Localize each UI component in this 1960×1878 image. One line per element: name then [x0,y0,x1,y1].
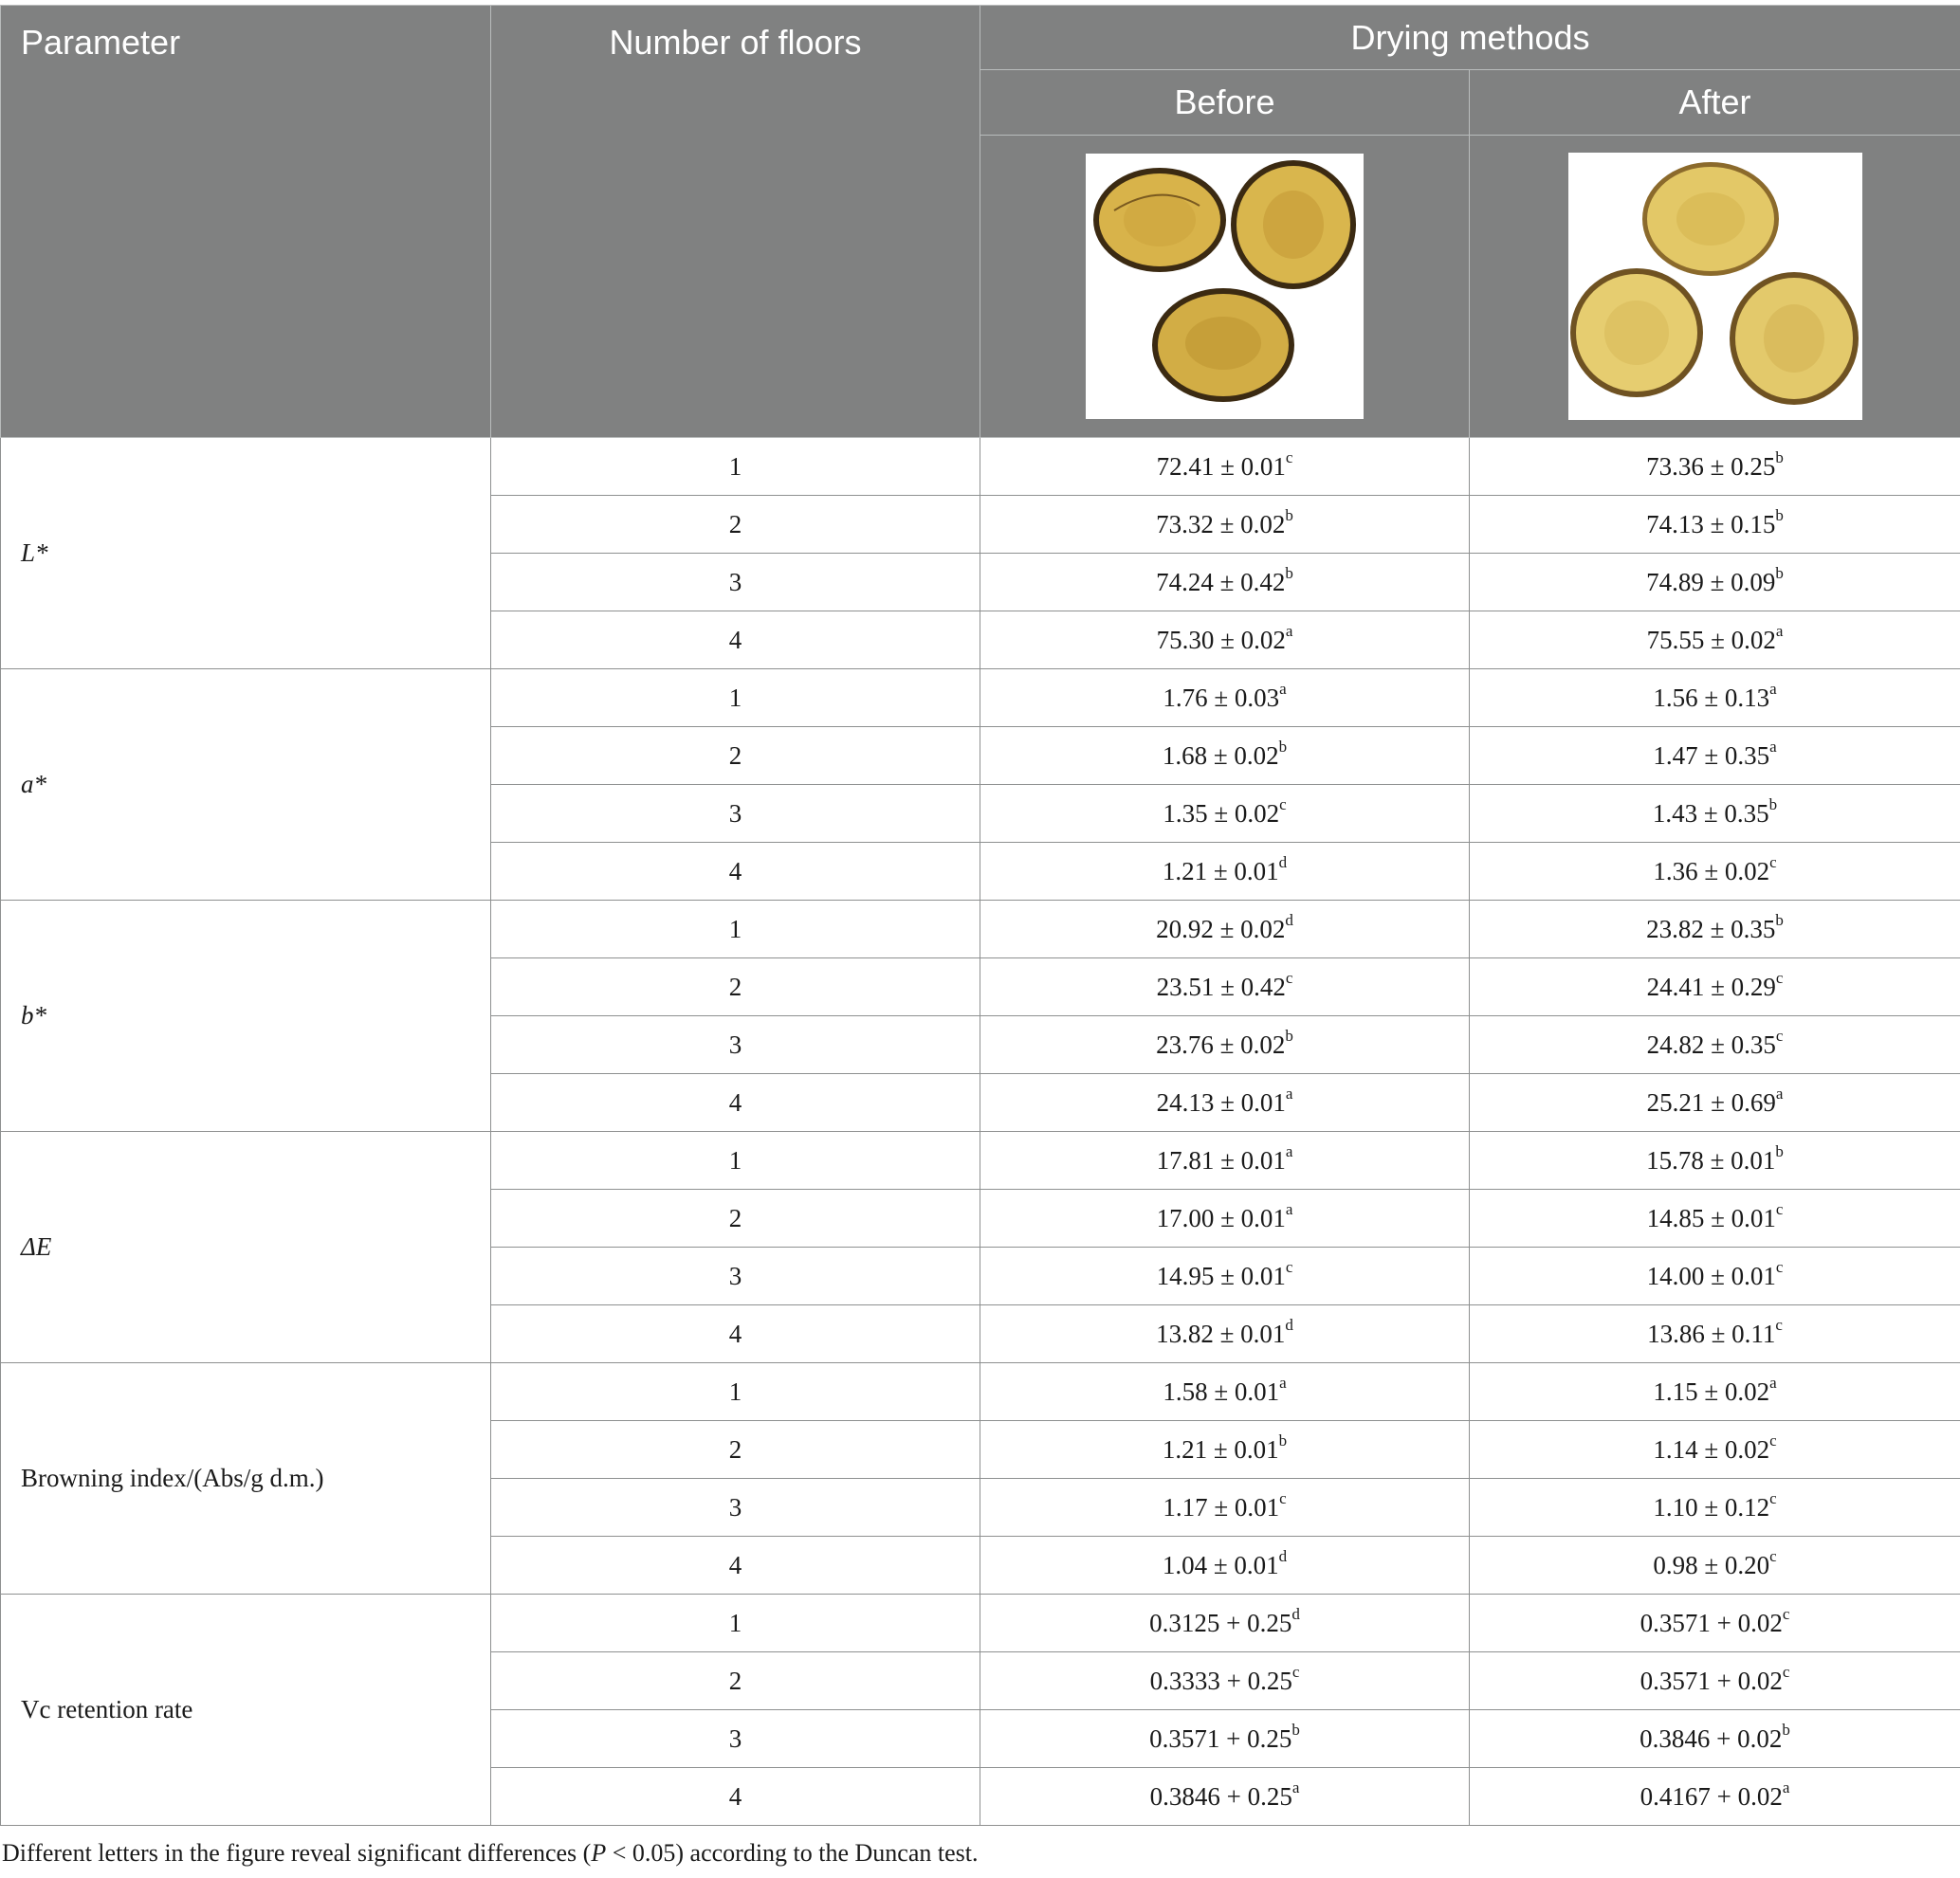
after-value: 1.43 ± 0.35 [1652,798,1769,828]
significance-letter: b [1285,563,1293,582]
parameter-name: a* [1,669,491,901]
before-value: 23.76 ± 0.02 [1156,1030,1286,1059]
before-value: 1.35 ± 0.02 [1163,798,1280,828]
floor-number: 4 [491,1305,980,1363]
after-value: 74.89 ± 0.09 [1646,567,1776,596]
floor-number: 1 [491,669,980,727]
table-row [1,1132,1960,1190]
after-value: 23.82 ± 0.35 [1646,914,1776,943]
after-value-cell [1470,438,1960,496]
before-value-cell [980,1421,1470,1479]
significance-letter: b [1278,737,1288,756]
before-value-cell [980,958,1470,1016]
table-row [1,1363,1960,1421]
table-row [1,901,1960,958]
before-value-cell [980,1537,1470,1595]
significance-letter: a [1285,1199,1293,1218]
after-value: 15.78 ± 0.01 [1646,1145,1776,1175]
significance-letter: b [1775,505,1784,524]
after-value: 1.14 ± 0.02 [1653,1434,1770,1464]
after-value: 24.41 ± 0.29 [1646,972,1776,1001]
floor-number: 3 [491,1248,980,1305]
significance-letter: c [1775,1257,1784,1276]
significance-letter: a [1769,679,1777,698]
header-parameter: Parameter [1,6,491,438]
before-value: 1.58 ± 0.01 [1163,1377,1280,1406]
significance-letter: a [1769,737,1777,756]
after-value: 14.85 ± 0.01 [1646,1203,1776,1232]
after-value: 73.36 ± 0.25 [1646,451,1776,481]
before-image-cell [980,136,1470,438]
after-value: 24.82 ± 0.35 [1646,1030,1776,1059]
floor-number: 1 [491,438,980,496]
significance-letter: c [1775,1199,1784,1218]
after-value-cell [1470,1305,1960,1363]
before-value: 17.81 ± 0.01 [1156,1145,1286,1175]
after-value: 0.3571 + 0.02 [1639,1666,1783,1695]
significance-letter: b [1285,505,1293,524]
significance-letter: d [1285,1315,1293,1334]
floor-number: 2 [491,727,980,785]
before-value-cell [980,611,1470,669]
after-value-cell [1470,1710,1960,1768]
after-value-cell [1470,958,1960,1016]
significance-letter: a [1279,679,1287,698]
after-value: 13.86 ± 0.11 [1647,1319,1776,1348]
significance-letter: a [1285,1141,1293,1160]
before-value: 0.3333 + 0.25 [1149,1666,1292,1695]
floor-number: 4 [491,611,980,669]
significance-letter: a [1775,1084,1784,1103]
before-value-cell [980,1768,1470,1826]
before-value: 17.00 ± 0.01 [1156,1203,1286,1232]
before-value: 1.21 ± 0.01 [1162,1434,1279,1464]
parameter-name: L* [1,438,491,669]
after-value-cell [1470,843,1960,901]
footnote-text-start: Different letters in the figure reveal significant differences ( [2,1839,592,1867]
significance-letter: c [1279,1488,1287,1507]
after-value-cell [1470,496,1960,554]
significance-letter: b [1775,447,1784,466]
before-value-cell [980,438,1470,496]
before-value: 1.21 ± 0.01 [1162,856,1279,885]
floor-number: 2 [491,496,980,554]
significance-letter: d [1278,1546,1288,1565]
floor-number: 3 [491,1479,980,1537]
floor-number: 2 [491,1652,980,1710]
before-value-cell [980,496,1470,554]
parameter-name: Vc retention rate [1,1595,491,1826]
significance-letter: b [1278,1431,1288,1450]
significance-letter: a [1285,1084,1293,1103]
header-floors: Number of floors [491,6,980,438]
before-slices-image [1086,154,1364,419]
floor-number: 1 [491,1595,980,1652]
before-value-cell [980,727,1470,785]
significance-letter: c [1285,1257,1293,1276]
before-value: 14.95 ± 0.01 [1156,1261,1286,1290]
after-value-cell [1470,1190,1960,1248]
before-value-cell [980,1016,1470,1074]
floor-number: 4 [491,1537,980,1595]
before-value: 1.17 ± 0.01 [1163,1492,1280,1522]
significance-letter: c [1769,1488,1777,1507]
before-value: 13.82 ± 0.01 [1156,1319,1286,1348]
significance-letter: c [1769,852,1777,871]
table-container [0,5,1960,1826]
floor-number: 3 [491,1016,980,1074]
significance-letter: c [1291,1662,1300,1681]
after-value: 0.3846 + 0.02 [1639,1723,1783,1753]
significance-letter: b [1775,1141,1784,1160]
significance-letter: b [1782,1720,1790,1739]
floor-number: 4 [491,1074,980,1132]
significance-letter: b [1291,1720,1300,1739]
table-row [1,1595,1960,1652]
before-value-cell [980,1190,1470,1248]
table-row [1,669,1960,727]
after-value-cell [1470,669,1960,727]
parameter-name: Browning index/(Abs/g d.m.) [1,1363,491,1595]
before-value-cell [980,1652,1470,1710]
before-value-cell [980,554,1470,611]
before-value: 75.30 ± 0.02 [1156,625,1286,654]
floor-number: 2 [491,1421,980,1479]
before-value-cell [980,669,1470,727]
after-value-cell [1470,611,1960,669]
significance-letter: c [1775,1026,1784,1045]
after-value-cell [1470,1132,1960,1190]
before-value: 0.3846 + 0.25 [1149,1781,1292,1811]
significance-letter: c [1782,1662,1790,1681]
significance-letter: c [1782,1604,1790,1623]
after-value: 1.56 ± 0.13 [1653,683,1770,712]
after-value-cell [1470,1768,1960,1826]
after-value: 75.55 ± 0.02 [1646,625,1776,654]
floor-number: 3 [491,785,980,843]
significance-letter: c [1285,447,1293,466]
after-image-cell [1470,136,1960,438]
significance-letter: d [1285,910,1293,929]
after-value-cell [1470,554,1960,611]
after-value-cell [1470,1016,1960,1074]
before-value: 23.51 ± 0.42 [1156,972,1286,1001]
floor-number: 3 [491,1710,980,1768]
significance-letter: c [1769,1431,1777,1450]
significance-letter: d [1291,1604,1300,1623]
after-value-cell [1470,1363,1960,1421]
after-value-cell [1470,1652,1960,1710]
before-value: 74.24 ± 0.42 [1156,567,1286,596]
before-value-cell [980,901,1470,958]
header-drying-methods: Drying methods [980,6,1960,70]
before-value-cell [980,1595,1470,1652]
floor-number: 2 [491,958,980,1016]
before-value-cell [980,1074,1470,1132]
before-value: 0.3125 + 0.25 [1149,1608,1292,1637]
after-value-cell [1470,1595,1960,1652]
significance-letter: b [1768,794,1778,813]
parameter-name: ΔE [1,1132,491,1363]
significance-letter: a [1285,621,1293,640]
significance-letter: a [1775,621,1784,640]
footnote-p-symbol: P [591,1839,607,1867]
before-value-cell [980,785,1470,843]
table-body [1,438,1960,1826]
after-value: 0.4167 + 0.02 [1639,1781,1783,1811]
after-value: 1.15 ± 0.02 [1653,1377,1770,1406]
after-value: 74.13 ± 0.15 [1646,509,1776,538]
after-value-cell [1470,727,1960,785]
before-value: 1.68 ± 0.02 [1162,740,1279,770]
after-value-cell [1470,901,1960,958]
floor-number: 1 [491,1132,980,1190]
significance-letter: a [1769,1373,1777,1392]
footnote [2,1839,979,1868]
after-value: 1.47 ± 0.35 [1653,740,1770,770]
header-before: Before [980,70,1470,136]
floor-number: 3 [491,554,980,611]
before-value: 0.3571 + 0.25 [1149,1723,1292,1753]
significance-letter: a [1291,1778,1300,1796]
before-value: 73.32 ± 0.02 [1156,509,1286,538]
significance-letter: c [1775,968,1784,987]
floor-number: 1 [491,1363,980,1421]
after-value-cell [1470,1479,1960,1537]
footnote-text-end: < 0.05) according to the Duncan test. [606,1839,979,1867]
after-value: 0.98 ± 0.20 [1653,1550,1770,1579]
significance-letter: c [1769,1546,1777,1565]
significance-letter: d [1278,852,1288,871]
table-row [1,438,1960,496]
header-after: After [1470,70,1960,136]
significance-letter: c [1279,794,1287,813]
before-value: 1.76 ± 0.03 [1163,683,1280,712]
before-value-cell [980,1305,1470,1363]
parameter-name: b* [1,901,491,1132]
after-value: 0.3571 + 0.02 [1639,1608,1783,1637]
after-value-cell [1470,1248,1960,1305]
before-value-cell [980,1363,1470,1421]
before-value: 72.41 ± 0.01 [1156,451,1286,481]
significance-letter: c [1775,1315,1783,1334]
after-value: 25.21 ± 0.69 [1646,1087,1776,1117]
after-slices-image [1568,153,1862,420]
before-value: 1.04 ± 0.01 [1162,1550,1279,1579]
significance-letter: b [1775,563,1784,582]
before-value-cell [980,1710,1470,1768]
before-value-cell [980,1132,1470,1190]
before-value-cell [980,1248,1470,1305]
significance-letter: b [1775,910,1784,929]
before-value-cell [980,1479,1470,1537]
floor-number: 4 [491,1768,980,1826]
after-value: 1.10 ± 0.12 [1653,1492,1770,1522]
after-value: 14.00 ± 0.01 [1646,1261,1776,1290]
before-value-cell [980,843,1470,901]
after-value-cell [1470,785,1960,843]
significance-letter: a [1782,1778,1790,1796]
before-value: 20.92 ± 0.02 [1156,914,1286,943]
after-value-cell [1470,1537,1960,1595]
floor-number: 4 [491,843,980,901]
after-value-cell [1470,1421,1960,1479]
floor-number: 1 [491,901,980,958]
before-value: 24.13 ± 0.01 [1156,1087,1286,1117]
floor-number: 2 [491,1190,980,1248]
after-value-cell [1470,1074,1960,1132]
results-table [0,5,1960,1826]
significance-letter: b [1285,1026,1293,1045]
significance-letter: c [1285,968,1293,987]
significance-letter: a [1279,1373,1287,1392]
after-value: 1.36 ± 0.02 [1653,856,1770,885]
